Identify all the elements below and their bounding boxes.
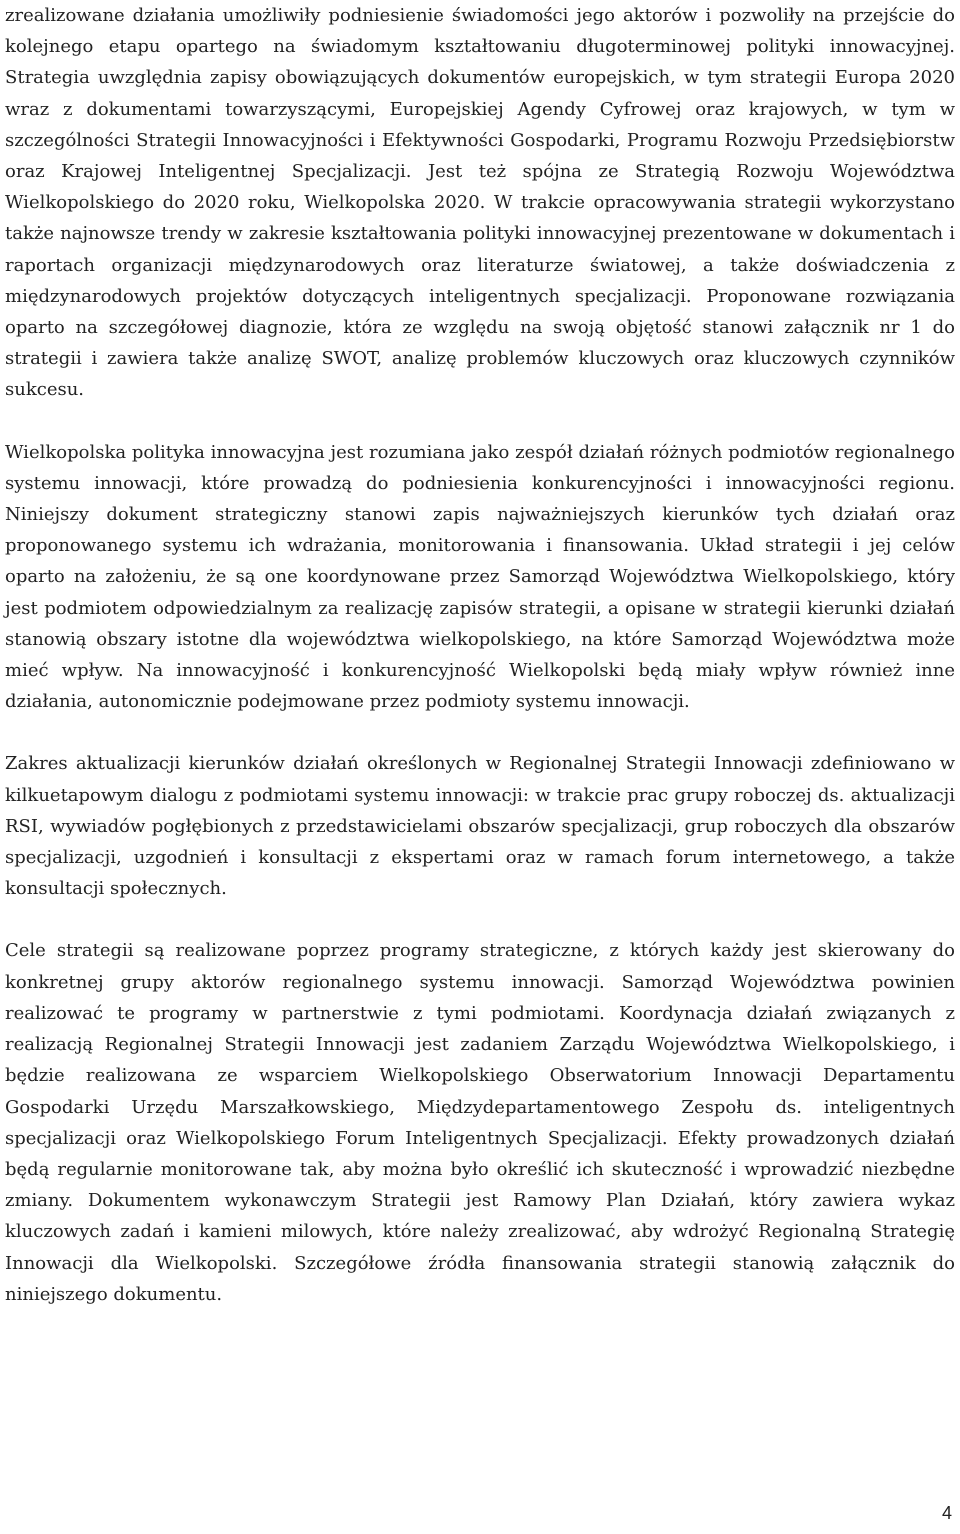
paragraph-innovation-policy: Wielkopolska polityka innowacyjna jest rozumiana jako zespół działań różnych podmiotów regionalnego systemu innowacji, które prowadzą do podniesienia konkurencyjności i innowacyjności regionu. Niniejszy dokument strategiczny stanowi zapis najważniejszych kierunków tych działań oraz proponowanego systemu ich wdrażania, monitorowania i finansowania. Układ strategii i jej celów oparto na założeniu, że są one koordynowane przez Samorząd Województwa Wielkopolskiego, który jest podmiotem odpowiedzialnym za realizację zapisów strategii, a opisane w strategii kierunki działań stanowią obszary istotne dla województwa wielkopolskiego, na które Samorząd Województwa może mieć wpływ. Na innowacyjność i konkurencyjność Wielkopolski będą miały wpływ również inne działania, autonomicznie podejmowane przez podmioty systemu innowacji.	[5, 441, 955, 713]
page-number: 4	[941, 1503, 952, 1523]
paragraph-update-scope: Zakres aktualizacji kierunków działań określonych w Regionalnej Strategii Innowacji zdefiniowano w kilkuetapowym dialogu z podmiotami systemu innowacji: w trakcie prac grupy roboczej ds. aktualizacji RSI, wywiadów pogłębionych z przedstawicielami obszarów specjalizacji, grup roboczych dla obszarów specjalizacji, uzgodnień i konsultacji z ekspertami oraz w ramach forum internetowego, a także konsultacji społecznych.	[5, 753, 955, 900]
document-page	[5, 0, 955, 1310]
paragraph-strategy-goals: Cele strategii są realizowane poprzez programy strategiczne, z których każdy jest skierowany do konkretnej grupy aktorów regionalnego systemu innowacji. Samorząd Województwa powinien realizować te programy w partnerstwie z tymi podmiotami. Koordynacja działań związanych z realizacją Regionalnej Strategii Innowacji jest zadaniem Zarządu Województwa Wielkopolskiego, i będzie realizowana ze wsparciem Wielkopolskiego Obserwatorium Innowacji Departamentu Gospodarki Urzędu Marszałkowskiego, Międzydepartamentowego Zespołu ds. inteligentnych specjalizacji oraz Wielkopolskiego Forum Inteligentnych Specjalizacji. Efekty prowadzonych działań będą regularnie monitorowane tak, aby można było określić ich skuteczność i wprowadzić niezbędne zmiany. Dokumentem wykonawczym Strategii jest Ramowy Plan Działań, który zawiera wykaz kluczowych zadań i kamieni milowych, które należy zrealizować, aby wdrożyć Regionalną Strategię Innowacji dla Wielkopolski. Szczegółowe źródła finansowania strategii stanowią załącznik do niniejszego dokumentu.	[5, 940, 955, 1305]
paragraph-strategy-context: zrealizowane działania umożliwiły podniesienie świadomości jego aktorów i pozwoliły na przejście do kolejnego etapu opartego na świadomym kształtowaniu długoterminowej polityki innowacyjnej. Strategia uwzględnia zapisy obowiązujących dokumentów europejskich, w tym strategii Europa 2020 wraz z dokumentami towarzyszącymi, Europejskiej Agendy Cyfrowej oraz krajowych, w tym w szczególności Strategii Innowacyjności i Efektywności Gospodarki, Programu Rozwoju Przedsiębiorstw oraz Krajowej Inteligentnej Specjalizacji. Jest też spójna ze Strategią Rozwoju Województwa Wielkopolskiego do 2020 roku, Wielkopolska 2020. W trakcie opracowywania strategii wykorzystano także najnowsze trendy w zakresie kształtowania polityki innowacyjnej prezentowane w dokumentach i raportach organizacji międzynarodowych oraz literaturze światowej, a także doświadczenia z międzynarodowych projektów dotyczących inteligentnych specjalizacji. Proponowane rozwiązania oparto na szczegółowej diagnozie, która ze względu na swoją objętość stanowi załącznik nr 1 do strategii i zawiera także analizę SWOT, analizę problemów kluczowych oraz kluczowych czynników sukcesu.	[5, 5, 955, 401]
